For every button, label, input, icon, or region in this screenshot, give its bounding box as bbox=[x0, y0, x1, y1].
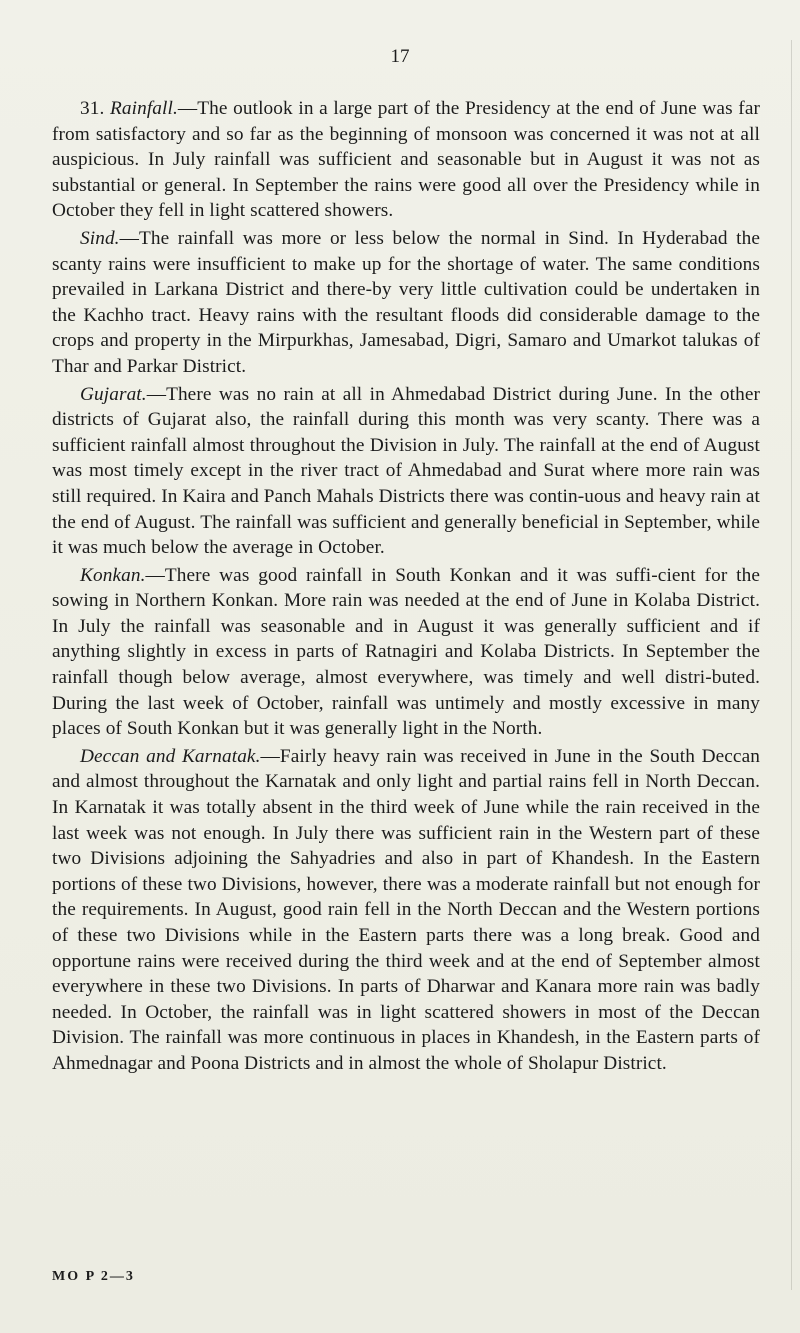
paragraph-deccan-karnatak bbox=[52, 744, 760, 1077]
paragraph-text: —The rainfall was more or less below the normal in Sind. In Hyderabad the scanty rains were insufficient to make up for the shortage of water. The same conditions prevailed in Larkana District and there-by very little cultivation could be undertaken in the Kachho tract. Heavy rains with the resultant floods did considerable damage to the crops and property in the Mirpurkhas, Jamesabad, Digri, Samaro and Umarkot talukas of Thar and Parkar District. bbox=[52, 227, 760, 377]
paragraph-text: —The outlook in a large part of the Presidency at the end of June was far from satisfactory and so far as the beginning of monsoon was concerned it was not at all auspicious. In July rainfall was sufficient and seasonable but in August it was not as substantial or general. In September the rains were good all over the Presidency while in October they fell in light scattered showers. bbox=[52, 98, 760, 222]
paragraph-sind bbox=[52, 226, 760, 380]
paragraph-text: —There was good rainfall in South Konkan and it was suffi-cient for the sowing in Northern Konkan. More rain was needed at the end of June in Kolaba District. In July the rainfall was seasonable and in August it was generally sufficient and if anything slightly in excess in parts of Ratnagiri and Kolaba Districts. In September the rainfall though below average, almost everywhere, was timely and well distri-buted. During the last week of October, rainfall was untimely and mostly excessive in many places of South Konkan but it was generally light in the North. bbox=[52, 564, 760, 740]
section-heading-gujarat: Gujarat. bbox=[80, 383, 147, 405]
page-number: 17 bbox=[390, 46, 410, 67]
paragraph-text: —Fairly heavy rain was received in June in the South Deccan and almost throughout the Karnatak and only light and partial rains fell in North Deccan. In Karnatak it was totally absent in the third week of June while the rain received in the last week was not enough. In July there was sufficient rain in the Western part of these two Divisions adjoining the Sahyadries and also in part of Khandesh. In the Eastern portions of these two Divisions, however, there was a moderate rainfall but not enough for the requirements. In August, good rain fell in the North Deccan and the Western portions of these two Divisions while in the Eastern parts there was a long break. Good and opportune rains were received during the third week and at the end of September almost everywhere in these two Divisions. In parts of Dharwar and Kanara more rain was badly needed. In October, the rainfall was in light scattered showers in most of the Deccan Division. The rainfall was more continuous in places in Khandesh, in the Eastern parts of Ahmednagar and Poona Districts and in almost the whole of Sholapur District. bbox=[52, 745, 760, 1074]
paragraph-gujarat bbox=[52, 382, 760, 561]
paragraph-rainfall bbox=[52, 96, 760, 224]
section-heading-rainfall: Rainfall. bbox=[110, 98, 178, 119]
section-heading-deccan-karnatak: Deccan and Karnatak. bbox=[80, 745, 261, 767]
paragraph-text: —There was no rain at all in Ahmedabad District during June. In the other districts of Gujarat also, the rainfall during this month was very scanty. There was a sufficient rainfall almost throughout the Division in July. The rainfall at the end of August was most timely except in the river tract of Ahmedabad and Surat where more rain was still required. In Kaira and Panch Mahals Districts there was contin-uous and heavy rain at the end of August. The rainfall was sufficient and generally beneficial in September, while it was much below the average in October. bbox=[52, 383, 760, 559]
section-heading-konkan: Konkan. bbox=[80, 564, 146, 586]
body-text bbox=[52, 96, 760, 1079]
section-heading-sind: Sind. bbox=[80, 227, 120, 249]
paragraph-number: 31. bbox=[80, 98, 111, 119]
printer-signature-mark: MO P 2—3 bbox=[52, 1269, 135, 1284]
page-edge-shadow bbox=[791, 40, 792, 1290]
paragraph-konkan bbox=[52, 563, 760, 742]
